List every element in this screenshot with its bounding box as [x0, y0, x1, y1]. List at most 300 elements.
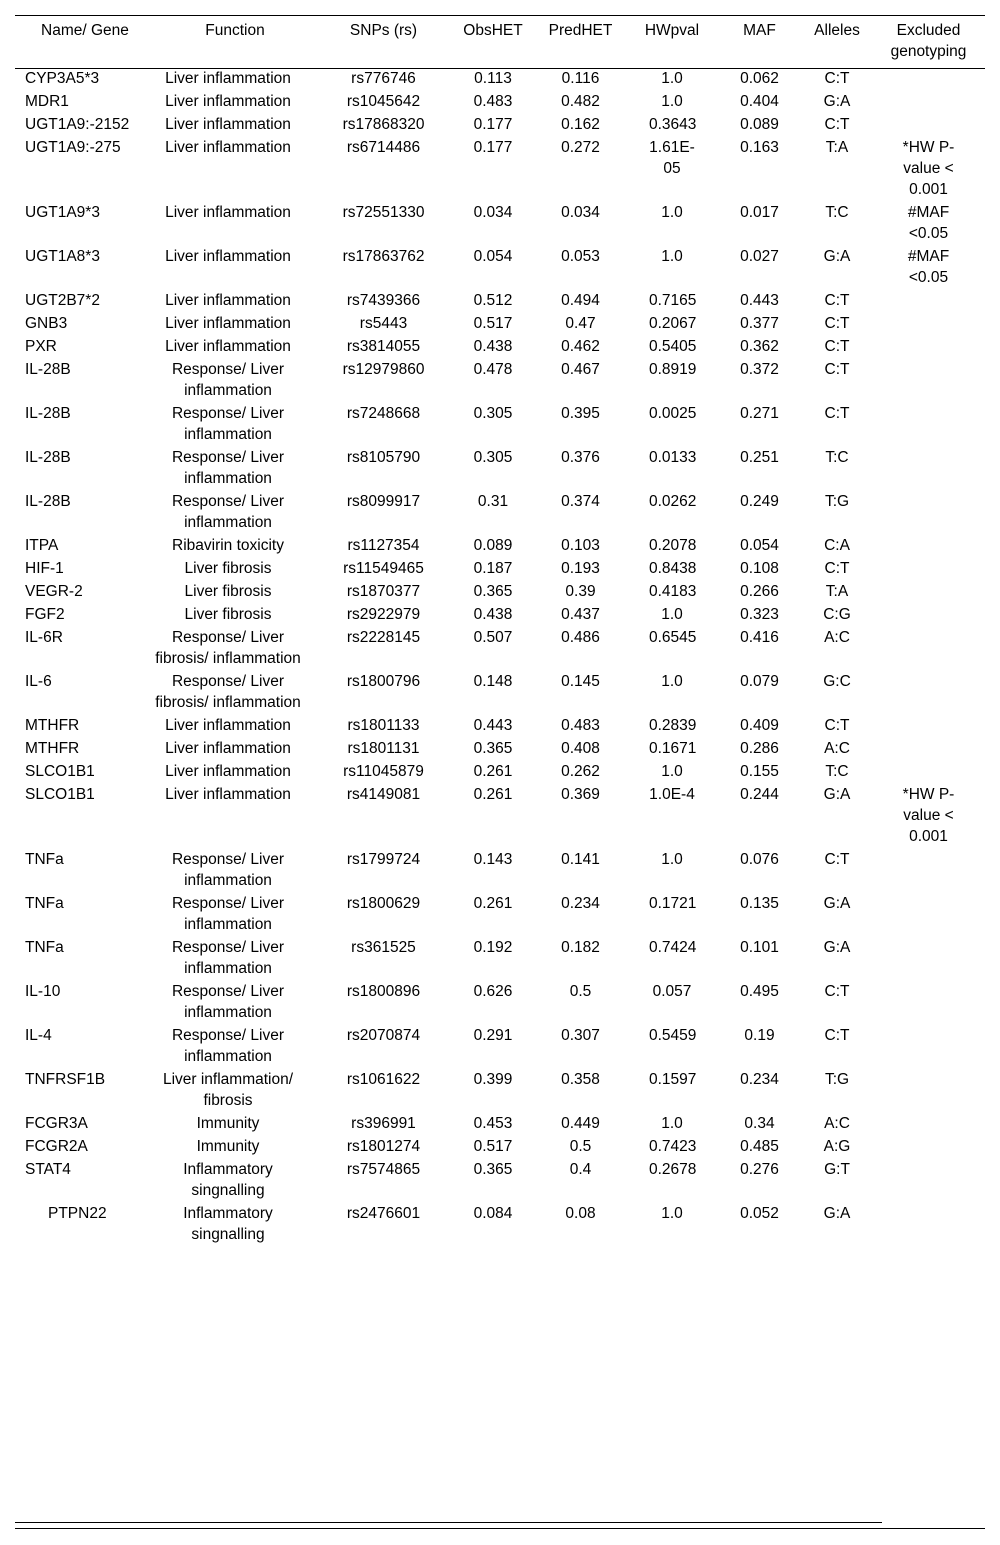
- cell-hwpval: 0.057: [652, 983, 692, 1000]
- cell-alleles: C:T: [824, 983, 850, 1000]
- cell-alleles: C:T: [824, 717, 850, 734]
- cell-obshet: 0.443: [473, 717, 513, 734]
- cell-excluded: [872, 761, 985, 784]
- cell-maf: 0.135: [740, 895, 779, 912]
- cell-hwpval: 1.61E-05: [649, 139, 695, 177]
- cell-maf: 0.377: [740, 315, 779, 332]
- cell-snp: rs17863762: [342, 248, 425, 265]
- cell-obshet: 0.177: [473, 116, 513, 133]
- table-row: [15, 114, 985, 137]
- cell-hwpval: 0.6545: [649, 629, 697, 646]
- cell-snp: rs2070874: [346, 1027, 421, 1044]
- header-snps: SNPs (rs): [349, 22, 418, 39]
- cell-predhet: 0.486: [561, 629, 600, 646]
- cell-predhet: 0.467: [561, 361, 600, 378]
- cell-name-gene: TNFa: [25, 851, 64, 868]
- cell-excluded: [872, 91, 985, 114]
- cell-alleles: G:A: [823, 786, 851, 803]
- cell-function: Liver inflammation: [165, 763, 291, 780]
- cell-name-gene: SLCO1B1: [25, 763, 95, 780]
- cell-function: Response/ Liver fibrosis/ inflammation: [155, 629, 301, 667]
- cell-alleles: C:T: [824, 405, 850, 422]
- cell-hwpval: 0.7424: [649, 939, 697, 956]
- cell-snp: rs2476601: [346, 1205, 421, 1222]
- cell-predhet: 0.103: [561, 537, 600, 554]
- table-row: [15, 68, 985, 91]
- cell-maf: 0.323: [740, 606, 779, 623]
- cell-alleles: C:T: [824, 361, 850, 378]
- cell-function: Liver inflammation: [165, 292, 291, 309]
- cell-obshet: 0.177: [473, 139, 513, 156]
- cell-predhet: 0.408: [561, 740, 600, 757]
- cell-obshet: 0.438: [473, 606, 513, 623]
- table-row: [15, 535, 985, 558]
- cell-excluded: [872, 893, 985, 937]
- cell-alleles: C:T: [824, 70, 850, 87]
- cell-excluded: [872, 671, 985, 715]
- cell-hwpval: 1.0: [661, 606, 683, 623]
- cell-name-gene: TNFa: [25, 895, 64, 912]
- cell-predhet: 0.39: [565, 583, 596, 600]
- cell-name-gene: TNFRSF1B: [25, 1071, 106, 1088]
- cell-snp: rs3814055: [346, 338, 421, 355]
- cell-name-gene: IL-28B: [25, 405, 71, 422]
- cell-excluded: [872, 981, 985, 1025]
- cell-alleles: A:G: [823, 1138, 851, 1155]
- cell-excluded: [872, 849, 985, 893]
- cell-maf: 0.271: [740, 405, 779, 422]
- table-top-rule: [15, 15, 985, 16]
- cell-name-gene: TNFa: [25, 939, 64, 956]
- cell-obshet: 0.148: [473, 673, 513, 690]
- cell-name-gene: IL-28B: [25, 361, 71, 378]
- cell-name-gene: GNB3: [25, 315, 68, 332]
- table-row: [15, 359, 985, 403]
- cell-hwpval: 1.0: [661, 673, 683, 690]
- header-excluded-genotyping: Excluded genotyping: [890, 22, 967, 60]
- cell-name-gene: IL-10: [25, 983, 61, 1000]
- cell-snp: rs1799724: [346, 851, 421, 868]
- cell-hwpval: 1.0: [661, 93, 683, 110]
- snp-genotyping-table: [15, 20, 985, 1247]
- table-row: [15, 403, 985, 447]
- cell-alleles: A:C: [824, 629, 850, 646]
- cell-maf: 0.027: [740, 248, 779, 265]
- cell-function: Inflammatory singnalling: [183, 1205, 273, 1243]
- cell-predhet: 0.234: [561, 895, 600, 912]
- cell-maf: 0.089: [740, 116, 779, 133]
- cell-maf: 0.416: [740, 629, 779, 646]
- cell-obshet: 0.034: [473, 204, 513, 221]
- cell-hwpval: 1.0: [661, 248, 683, 265]
- cell-obshet: 0.453: [473, 1115, 513, 1132]
- cell-function: Immunity: [196, 1138, 260, 1155]
- cell-excluded: [872, 581, 985, 604]
- cell-hwpval: 0.0025: [649, 405, 697, 422]
- cell-obshet: 0.089: [473, 537, 513, 554]
- cell-function: Liver inflammation: [165, 338, 291, 355]
- cell-snp: rs72551330: [342, 204, 425, 221]
- cell-excluded: #MAF <0.05: [907, 248, 950, 286]
- cell-function: Response/ Liver inflammation: [171, 405, 284, 443]
- cell-obshet: 0.187: [473, 560, 513, 577]
- cell-maf: 0.286: [740, 740, 779, 757]
- cell-maf: 0.443: [740, 292, 779, 309]
- cell-function: Liver inflammation: [165, 740, 291, 757]
- cell-obshet: 0.365: [473, 740, 513, 757]
- cell-alleles: T:C: [825, 449, 849, 466]
- table-body: [15, 68, 985, 1247]
- cell-obshet: 0.291: [473, 1027, 513, 1044]
- cell-snp: rs11549465: [343, 560, 424, 577]
- cell-predhet: 0.262: [561, 763, 600, 780]
- cell-excluded: [872, 1136, 985, 1159]
- cell-name-gene: PXR: [25, 338, 57, 355]
- cell-obshet: 0.438: [473, 338, 513, 355]
- cell-maf: 0.34: [744, 1115, 775, 1132]
- cell-predhet: 0.369: [561, 786, 600, 803]
- cell-hwpval: 0.3643: [649, 116, 697, 133]
- cell-function: Liver inflammation: [165, 70, 291, 87]
- cell-obshet: 0.31: [477, 493, 509, 510]
- cell-alleles: A:C: [824, 1115, 850, 1132]
- cell-snp: rs2922979: [346, 606, 421, 623]
- cell-maf: 0.054: [740, 537, 779, 554]
- cell-name-gene: ITPA: [25, 537, 59, 554]
- table-row: [15, 671, 985, 715]
- table-row: [15, 581, 985, 604]
- table-row: [15, 91, 985, 114]
- cell-hwpval: 1.0: [661, 1115, 683, 1132]
- cell-excluded: [872, 447, 985, 491]
- table-row: [15, 1203, 985, 1247]
- cell-obshet: 0.365: [473, 1161, 513, 1178]
- cell-hwpval: 0.2839: [649, 717, 697, 734]
- cell-snp: rs1800796: [346, 673, 421, 690]
- cell-excluded: [872, 604, 985, 627]
- cell-excluded: [872, 491, 985, 535]
- cell-obshet: 0.261: [473, 763, 513, 780]
- cell-name-gene: IL-4: [25, 1027, 52, 1044]
- cell-obshet: 0.626: [473, 983, 513, 1000]
- cell-function: Response/ Liver inflammation: [171, 449, 284, 487]
- cell-obshet: 0.113: [474, 70, 512, 87]
- cell-snp: rs1801131: [347, 740, 420, 757]
- cell-name-gene: UGT1A9:-275: [25, 139, 121, 156]
- table-row: [15, 784, 985, 849]
- table-row: [15, 715, 985, 738]
- cell-maf: 0.234: [740, 1071, 779, 1088]
- cell-name-gene: SLCO1B1: [25, 786, 95, 803]
- cell-maf: 0.076: [740, 851, 779, 868]
- cell-name-gene: MDR1: [25, 93, 69, 110]
- cell-predhet: 0.141: [561, 851, 600, 868]
- header-predhet: PredHET: [548, 22, 613, 39]
- cell-predhet: 0.483: [561, 717, 600, 734]
- cell-snp: rs1800629: [346, 895, 421, 912]
- cell-obshet: 0.512: [473, 292, 513, 309]
- cell-maf: 0.101: [740, 939, 779, 956]
- cell-snp: rs12979860: [342, 361, 425, 378]
- cell-hwpval: 0.8438: [649, 560, 697, 577]
- cell-snp: rs2228145: [346, 629, 421, 646]
- table-row: [15, 447, 985, 491]
- cell-function: Immunity: [196, 1115, 260, 1132]
- cell-excluded: [872, 627, 985, 671]
- cell-function: Liver inflammation: [165, 315, 291, 332]
- table-row: [15, 246, 985, 290]
- cell-obshet: 0.399: [473, 1071, 513, 1088]
- cell-predhet: 0.272: [561, 139, 600, 156]
- cell-excluded: *HW P-value < 0.001: [902, 786, 955, 845]
- cell-maf: 0.079: [740, 673, 779, 690]
- header-hwpval: HWpval: [644, 22, 700, 39]
- cell-excluded: [872, 290, 985, 313]
- cell-maf: 0.372: [740, 361, 779, 378]
- cell-excluded: [872, 937, 985, 981]
- cell-name-gene: PTPN22: [48, 1205, 107, 1222]
- cell-excluded: *HW P-value < 0.001: [902, 139, 955, 198]
- cell-snp: rs17868320: [342, 116, 425, 133]
- cell-alleles: G:T: [824, 1161, 850, 1178]
- cell-function: Liver inflammation: [165, 786, 291, 803]
- cell-obshet: 0.143: [473, 851, 513, 868]
- cell-name-gene: VEGR-2: [25, 583, 83, 600]
- cell-excluded: [872, 68, 985, 91]
- cell-obshet: 0.483: [473, 93, 513, 110]
- cell-maf: 0.276: [740, 1161, 779, 1178]
- cell-function: Liver inflammation/ fibrosis: [162, 1071, 294, 1109]
- cell-predhet: 0.358: [561, 1071, 600, 1088]
- cell-function: Liver inflammation: [165, 248, 291, 265]
- cell-excluded: [872, 558, 985, 581]
- cell-maf: 0.485: [740, 1138, 779, 1155]
- cell-alleles: T:A: [825, 139, 849, 156]
- cell-function: Liver inflammation: [165, 204, 291, 221]
- cell-predhet: 0.437: [561, 606, 600, 623]
- cell-hwpval: 0.0133: [649, 449, 697, 466]
- cell-obshet: 0.517: [473, 1138, 513, 1155]
- table-bottom-rule-1: [15, 1522, 882, 1523]
- cell-function: Response/ Liver inflammation: [171, 851, 284, 889]
- cell-snp: rs1127354: [347, 537, 420, 554]
- cell-alleles: G:C: [823, 673, 851, 690]
- cell-hwpval: 1.0: [661, 1205, 683, 1222]
- cell-predhet: 0.116: [561, 70, 600, 87]
- cell-alleles: G:A: [823, 248, 851, 265]
- cell-alleles: G:A: [823, 93, 851, 110]
- table-row: [15, 290, 985, 313]
- cell-name-gene: CYP3A5*3: [25, 70, 100, 87]
- cell-hwpval: 0.8919: [649, 361, 697, 378]
- table-row: [15, 981, 985, 1025]
- cell-name-gene: UGT1A8*3: [25, 248, 100, 265]
- cell-alleles: C:A: [824, 537, 850, 554]
- cell-snp: rs4149081: [346, 786, 421, 803]
- cell-maf: 0.495: [740, 983, 779, 1000]
- table-row: [15, 558, 985, 581]
- cell-function: Liver fibrosis: [184, 560, 272, 577]
- cell-alleles: C:T: [824, 338, 850, 355]
- cell-snp: rs11045879: [343, 763, 424, 780]
- header-function: Function: [205, 22, 265, 39]
- cell-excluded: [872, 738, 985, 761]
- cell-predhet: 0.193: [561, 560, 600, 577]
- cell-predhet: 0.374: [561, 493, 600, 510]
- cell-alleles: G:A: [823, 939, 851, 956]
- cell-hwpval: 1.0E-4: [649, 786, 695, 803]
- cell-snp: rs5443: [359, 315, 408, 332]
- cell-predhet: 0.307: [561, 1027, 600, 1044]
- cell-alleles: C:T: [824, 851, 850, 868]
- cell-snp: rs1801133: [347, 717, 420, 734]
- cell-alleles: C:T: [824, 116, 850, 133]
- cell-obshet: 0.305: [473, 405, 513, 422]
- cell-alleles: C:G: [823, 606, 851, 623]
- cell-alleles: T:A: [825, 583, 849, 600]
- cell-function: Liver inflammation: [165, 717, 291, 734]
- cell-obshet: 0.478: [473, 361, 513, 378]
- cell-excluded: [872, 336, 985, 359]
- cell-predhet: 0.5: [569, 1138, 592, 1155]
- header-alleles: Alleles: [814, 22, 860, 39]
- cell-maf: 0.155: [740, 763, 779, 780]
- cell-excluded: [872, 313, 985, 336]
- cell-function: Response/ Liver fibrosis/ inflammation: [155, 673, 301, 711]
- cell-hwpval: 1.0: [661, 70, 683, 87]
- cell-name-gene: MTHFR: [25, 717, 80, 734]
- cell-obshet: 0.261: [473, 786, 513, 803]
- cell-maf: 0.163: [740, 139, 779, 156]
- table-row: [15, 137, 985, 202]
- table-row: [15, 937, 985, 981]
- cell-function: Response/ Liver inflammation: [171, 361, 284, 399]
- cell-name-gene: UGT1A9*3: [25, 204, 100, 221]
- cell-excluded: [872, 403, 985, 447]
- table-row: [15, 738, 985, 761]
- cell-name-gene: IL-28B: [25, 493, 71, 510]
- cell-name-gene: IL-28B: [25, 449, 71, 466]
- cell-maf: 0.362: [740, 338, 779, 355]
- cell-function: Ribavirin toxicity: [172, 537, 284, 554]
- cell-hwpval: 0.1721: [649, 895, 697, 912]
- cell-function: Inflammatory singnalling: [183, 1161, 273, 1199]
- cell-hwpval: 1.0: [661, 204, 683, 221]
- cell-snp: rs396991: [351, 1115, 416, 1132]
- cell-name-gene: UGT1A9:-2152: [25, 116, 130, 133]
- cell-hwpval: 1.0: [661, 851, 683, 868]
- table-row: [15, 336, 985, 359]
- cell-name-gene: HIF-1: [25, 560, 64, 577]
- header-name-gene: Name/ Gene: [41, 22, 129, 39]
- cell-name-gene: FGF2: [25, 606, 65, 623]
- cell-predhet: 0.145: [561, 673, 600, 690]
- cell-alleles: T:C: [825, 763, 849, 780]
- cell-hwpval: 0.1597: [649, 1071, 697, 1088]
- cell-hwpval: 0.1671: [649, 740, 697, 757]
- cell-snp: rs361525: [351, 939, 416, 956]
- cell-excluded: [872, 114, 985, 137]
- cell-predhet: 0.034: [561, 204, 600, 221]
- cell-alleles: C:T: [824, 1027, 850, 1044]
- cell-excluded: [872, 1203, 985, 1247]
- cell-function: Liver inflammation: [165, 116, 291, 133]
- cell-snp: rs1870377: [346, 583, 421, 600]
- cell-function: Response/ Liver inflammation: [171, 1027, 284, 1065]
- cell-hwpval: 0.2678: [649, 1161, 697, 1178]
- table-row: [15, 627, 985, 671]
- cell-hwpval: 0.2078: [649, 537, 697, 554]
- cell-excluded: #MAF <0.05: [907, 204, 950, 242]
- cell-obshet: 0.365: [473, 583, 513, 600]
- cell-name-gene: UGT2B7*2: [25, 292, 100, 309]
- table-header-row: [15, 20, 985, 68]
- cell-snp: rs1061622: [346, 1071, 421, 1088]
- header-obshet: ObsHET: [463, 22, 523, 39]
- cell-predhet: 0.395: [561, 405, 600, 422]
- cell-alleles: T:C: [825, 204, 849, 221]
- cell-maf: 0.052: [740, 1205, 779, 1222]
- cell-snp: rs7439366: [346, 292, 421, 309]
- table-bottom-rule-2: [15, 1528, 985, 1529]
- cell-predhet: 0.494: [561, 292, 600, 309]
- cell-alleles: C:T: [824, 560, 850, 577]
- cell-predhet: 0.4: [569, 1161, 592, 1178]
- table-row: [15, 1113, 985, 1136]
- cell-predhet: 0.182: [561, 939, 600, 956]
- cell-hwpval: 0.5459: [649, 1027, 697, 1044]
- cell-snp: rs6714486: [346, 139, 421, 156]
- cell-excluded: [872, 1025, 985, 1069]
- cell-snp: rs7248668: [346, 405, 421, 422]
- cell-name-gene: MTHFR: [25, 740, 80, 757]
- table-row: [15, 313, 985, 336]
- table-row: [15, 1069, 985, 1113]
- cell-name-gene: FCGR3A: [25, 1115, 88, 1132]
- cell-snp: rs1800896: [346, 983, 421, 1000]
- table-row: [15, 849, 985, 893]
- cell-maf: 0.062: [740, 70, 779, 87]
- cell-function: Response/ Liver inflammation: [171, 895, 284, 933]
- cell-obshet: 0.305: [473, 449, 513, 466]
- cell-predhet: 0.053: [561, 248, 600, 265]
- cell-name-gene: STAT4: [25, 1161, 71, 1178]
- cell-excluded: [872, 1113, 985, 1136]
- cell-snp: rs776746: [351, 70, 416, 87]
- cell-predhet: 0.162: [561, 116, 600, 133]
- cell-function: Liver fibrosis: [184, 606, 272, 623]
- cell-obshet: 0.054: [473, 248, 513, 265]
- cell-predhet: 0.47: [565, 315, 596, 332]
- cell-snp: rs1045642: [346, 93, 421, 110]
- table-row: [15, 1025, 985, 1069]
- table-row: [15, 202, 985, 246]
- cell-alleles: G:A: [823, 1205, 851, 1222]
- header-maf: MAF: [743, 22, 776, 39]
- cell-predhet: 0.08: [565, 1205, 596, 1222]
- cell-predhet: 0.462: [561, 338, 600, 355]
- cell-hwpval: 0.4183: [649, 583, 697, 600]
- table-row: [15, 1159, 985, 1203]
- cell-predhet: 0.5: [569, 983, 592, 1000]
- cell-maf: 0.251: [740, 449, 779, 466]
- cell-name-gene: IL-6: [25, 673, 52, 690]
- cell-name-gene: IL-6R: [25, 629, 63, 646]
- cell-function: Response/ Liver inflammation: [171, 939, 284, 977]
- cell-obshet: 0.084: [473, 1205, 513, 1222]
- cell-maf: 0.266: [740, 583, 779, 600]
- cell-maf: 0.108: [740, 560, 779, 577]
